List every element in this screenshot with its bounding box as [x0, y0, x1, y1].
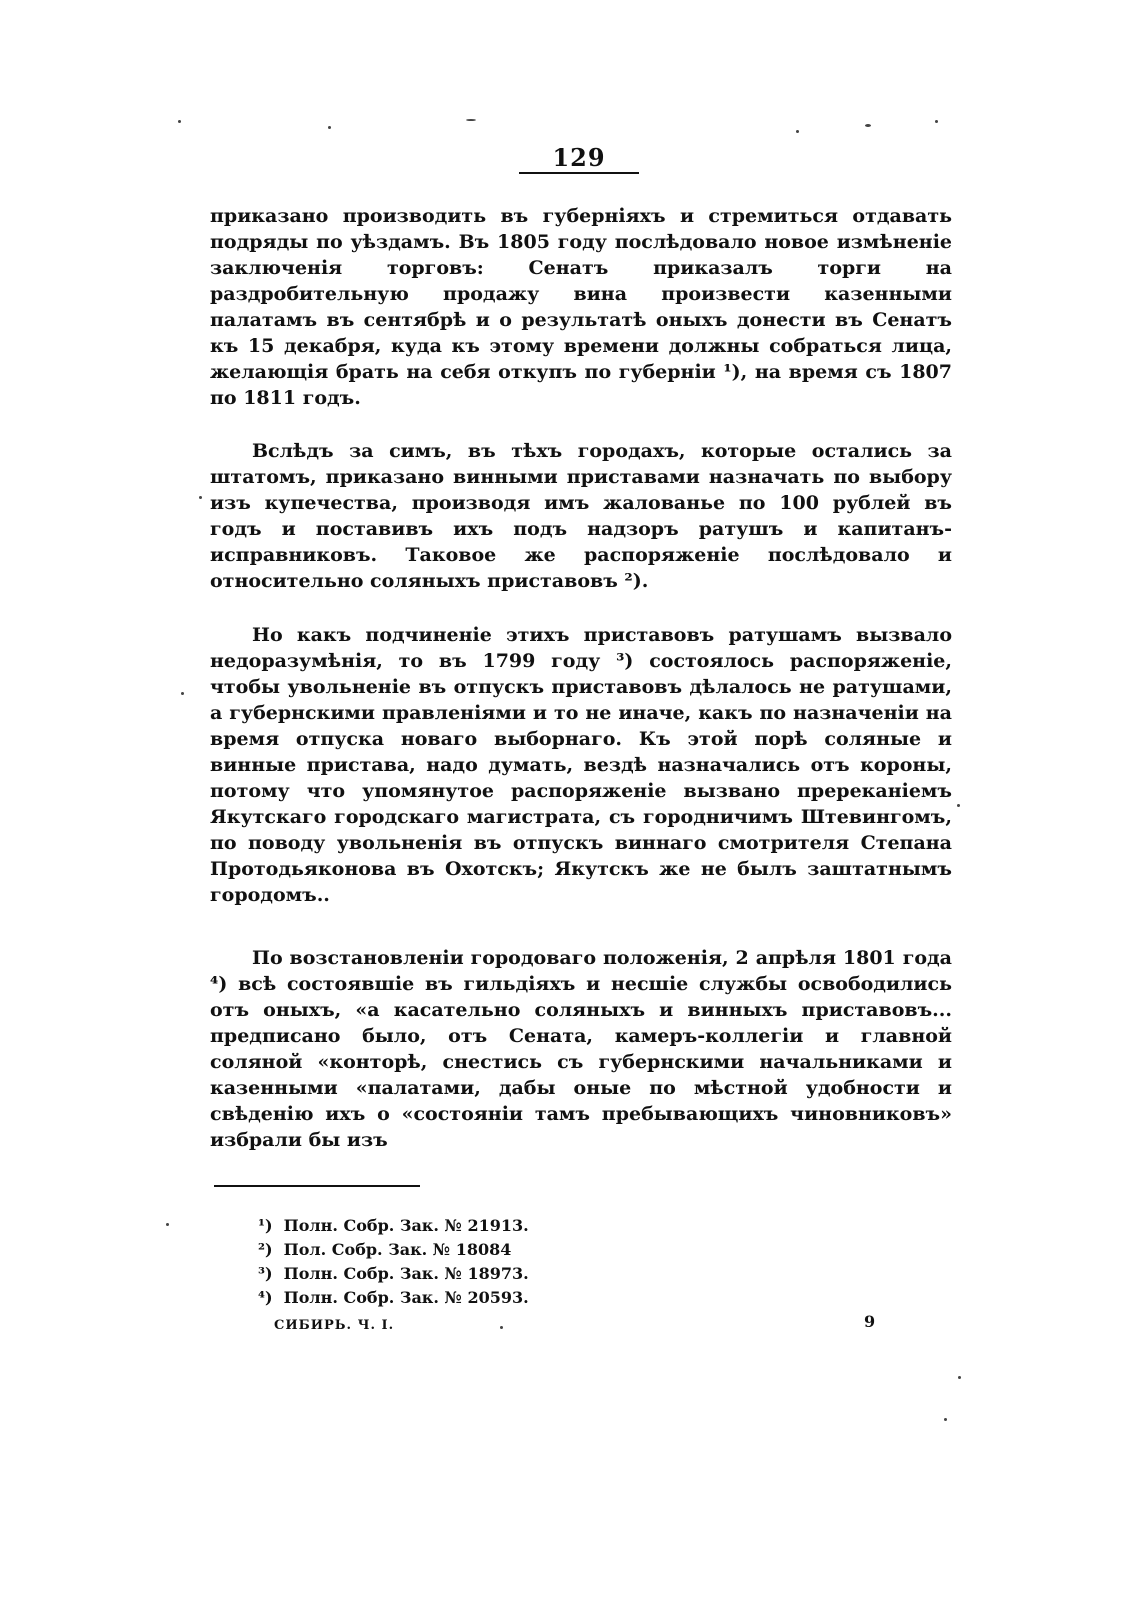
footnote-mark: ¹): [258, 1216, 273, 1235]
scan-speck: [796, 130, 799, 133]
footnote-rule: [214, 1185, 420, 1187]
scan-speck: [935, 120, 938, 123]
footnote-mark: ⁴): [258, 1288, 273, 1307]
scan-speck: [500, 1326, 503, 1329]
footnote-mark: ²): [258, 1240, 273, 1259]
footnote-mark: ³): [258, 1264, 273, 1283]
scan-speck: [328, 126, 331, 129]
body-paragraph: Вслѣдъ за симъ, въ тѣхъ городахъ, которые остались за штатомъ, приказано винными приставами назначать по выбору изъ купечества, производя имъ жалованье по 100 рублей въ годъ и поставивъ ихъ подъ надзоръ ратушъ и капитанъ-исправниковъ. Таковое же распоряженіе послѣдовало и относительно соляныхъ приставовъ ²).: [210, 440, 952, 592]
footnote-text: Пол. Собр. Зак. № 18084: [283, 1240, 512, 1259]
body-paragraph: По возстановленіи городоваго положенія, 2 апрѣля 1801 года ⁴) всѣ состоявшіе въ гильдіяхъ и несшіе службы освободились отъ оныхъ, «а касательно соляныхъ и винныхъ приставовъ... предписано было, отъ Сената, камеръ-коллегіи и главной соляной «конторѣ, снестись съ губернскими начальниками и казенными «палатами, дабы оные по мѣстной удобности и свѣденію ихъ о «состояніи тамъ пребывающихъ чиновниковъ» избрали бы изъ: [210, 947, 952, 1151]
sheet-number: 9: [864, 1312, 876, 1331]
footnote-item: [258, 1238, 678, 1262]
scan-speck: [957, 804, 960, 807]
scan-speck: [199, 496, 202, 499]
scan-speck: [958, 1376, 961, 1379]
signature-mark: СИБИРЬ. Ч. I.: [274, 1318, 395, 1333]
footnotes-list: [258, 1214, 678, 1310]
footnote-text: Полн. Собр. Зак. № 21913.: [283, 1216, 529, 1235]
footnote-item: [258, 1286, 678, 1310]
scan-speck: [166, 1223, 169, 1226]
page-number: 129: [552, 143, 606, 172]
scan-speck: [181, 692, 184, 695]
footnote-item: [258, 1262, 678, 1286]
footnote-item: [258, 1214, 678, 1238]
scan-speck: [466, 119, 476, 121]
footnote-text: Полн. Собр. Зак. № 20593.: [283, 1288, 529, 1307]
scan-speck: [944, 1418, 947, 1421]
scan-speck: [865, 124, 871, 127]
page-number-rule: [519, 172, 639, 174]
scan-speck: [178, 120, 181, 123]
body-paragraph: приказано производить въ губерніяхъ и стремиться отдавать подряды по уѣздамъ. Въ 1805 году послѣдовало новое измѣненіе заключенія торговъ: Сенатъ приказалъ торги на раздробительную продажу вина произвести казенными палатамъ въ сентябрѣ и о результатѣ оныхъ донести въ Сенатъ къ 15 декабря, куда къ этому времени должны собраться лица, желающія брать на себя откупъ по губерніи ¹), на время съ 1807 по 1811 годъ.: [210, 205, 952, 409]
footnote-text: Полн. Собр. Зак. № 18973.: [283, 1264, 529, 1283]
body-paragraph: Но какъ подчиненіе этихъ приставовъ ратушамъ вызвало недоразумѣнія, то въ 1799 году ³) состоялось распоряженіе, чтобы увольненіе въ отпускъ приставовъ дѣлалось не ратушами, а губернскими правленіями и то не иначе, какъ по назначеніи на время отпуска новаго выборнаго. Къ этой порѣ соляные и винные пристава, надо думать, вездѣ назначались отъ короны, потому что упомянутое распоряженіе вызвано пререканіемъ Якутскаго городскаго магистрата, съ городничимъ Штевингомъ, по поводу увольненія въ отпускъ виннаго смотрителя Степана Протодьяконова въ Охотскъ; Якутскъ же не былъ заштатнымъ городомъ..: [210, 624, 952, 906]
